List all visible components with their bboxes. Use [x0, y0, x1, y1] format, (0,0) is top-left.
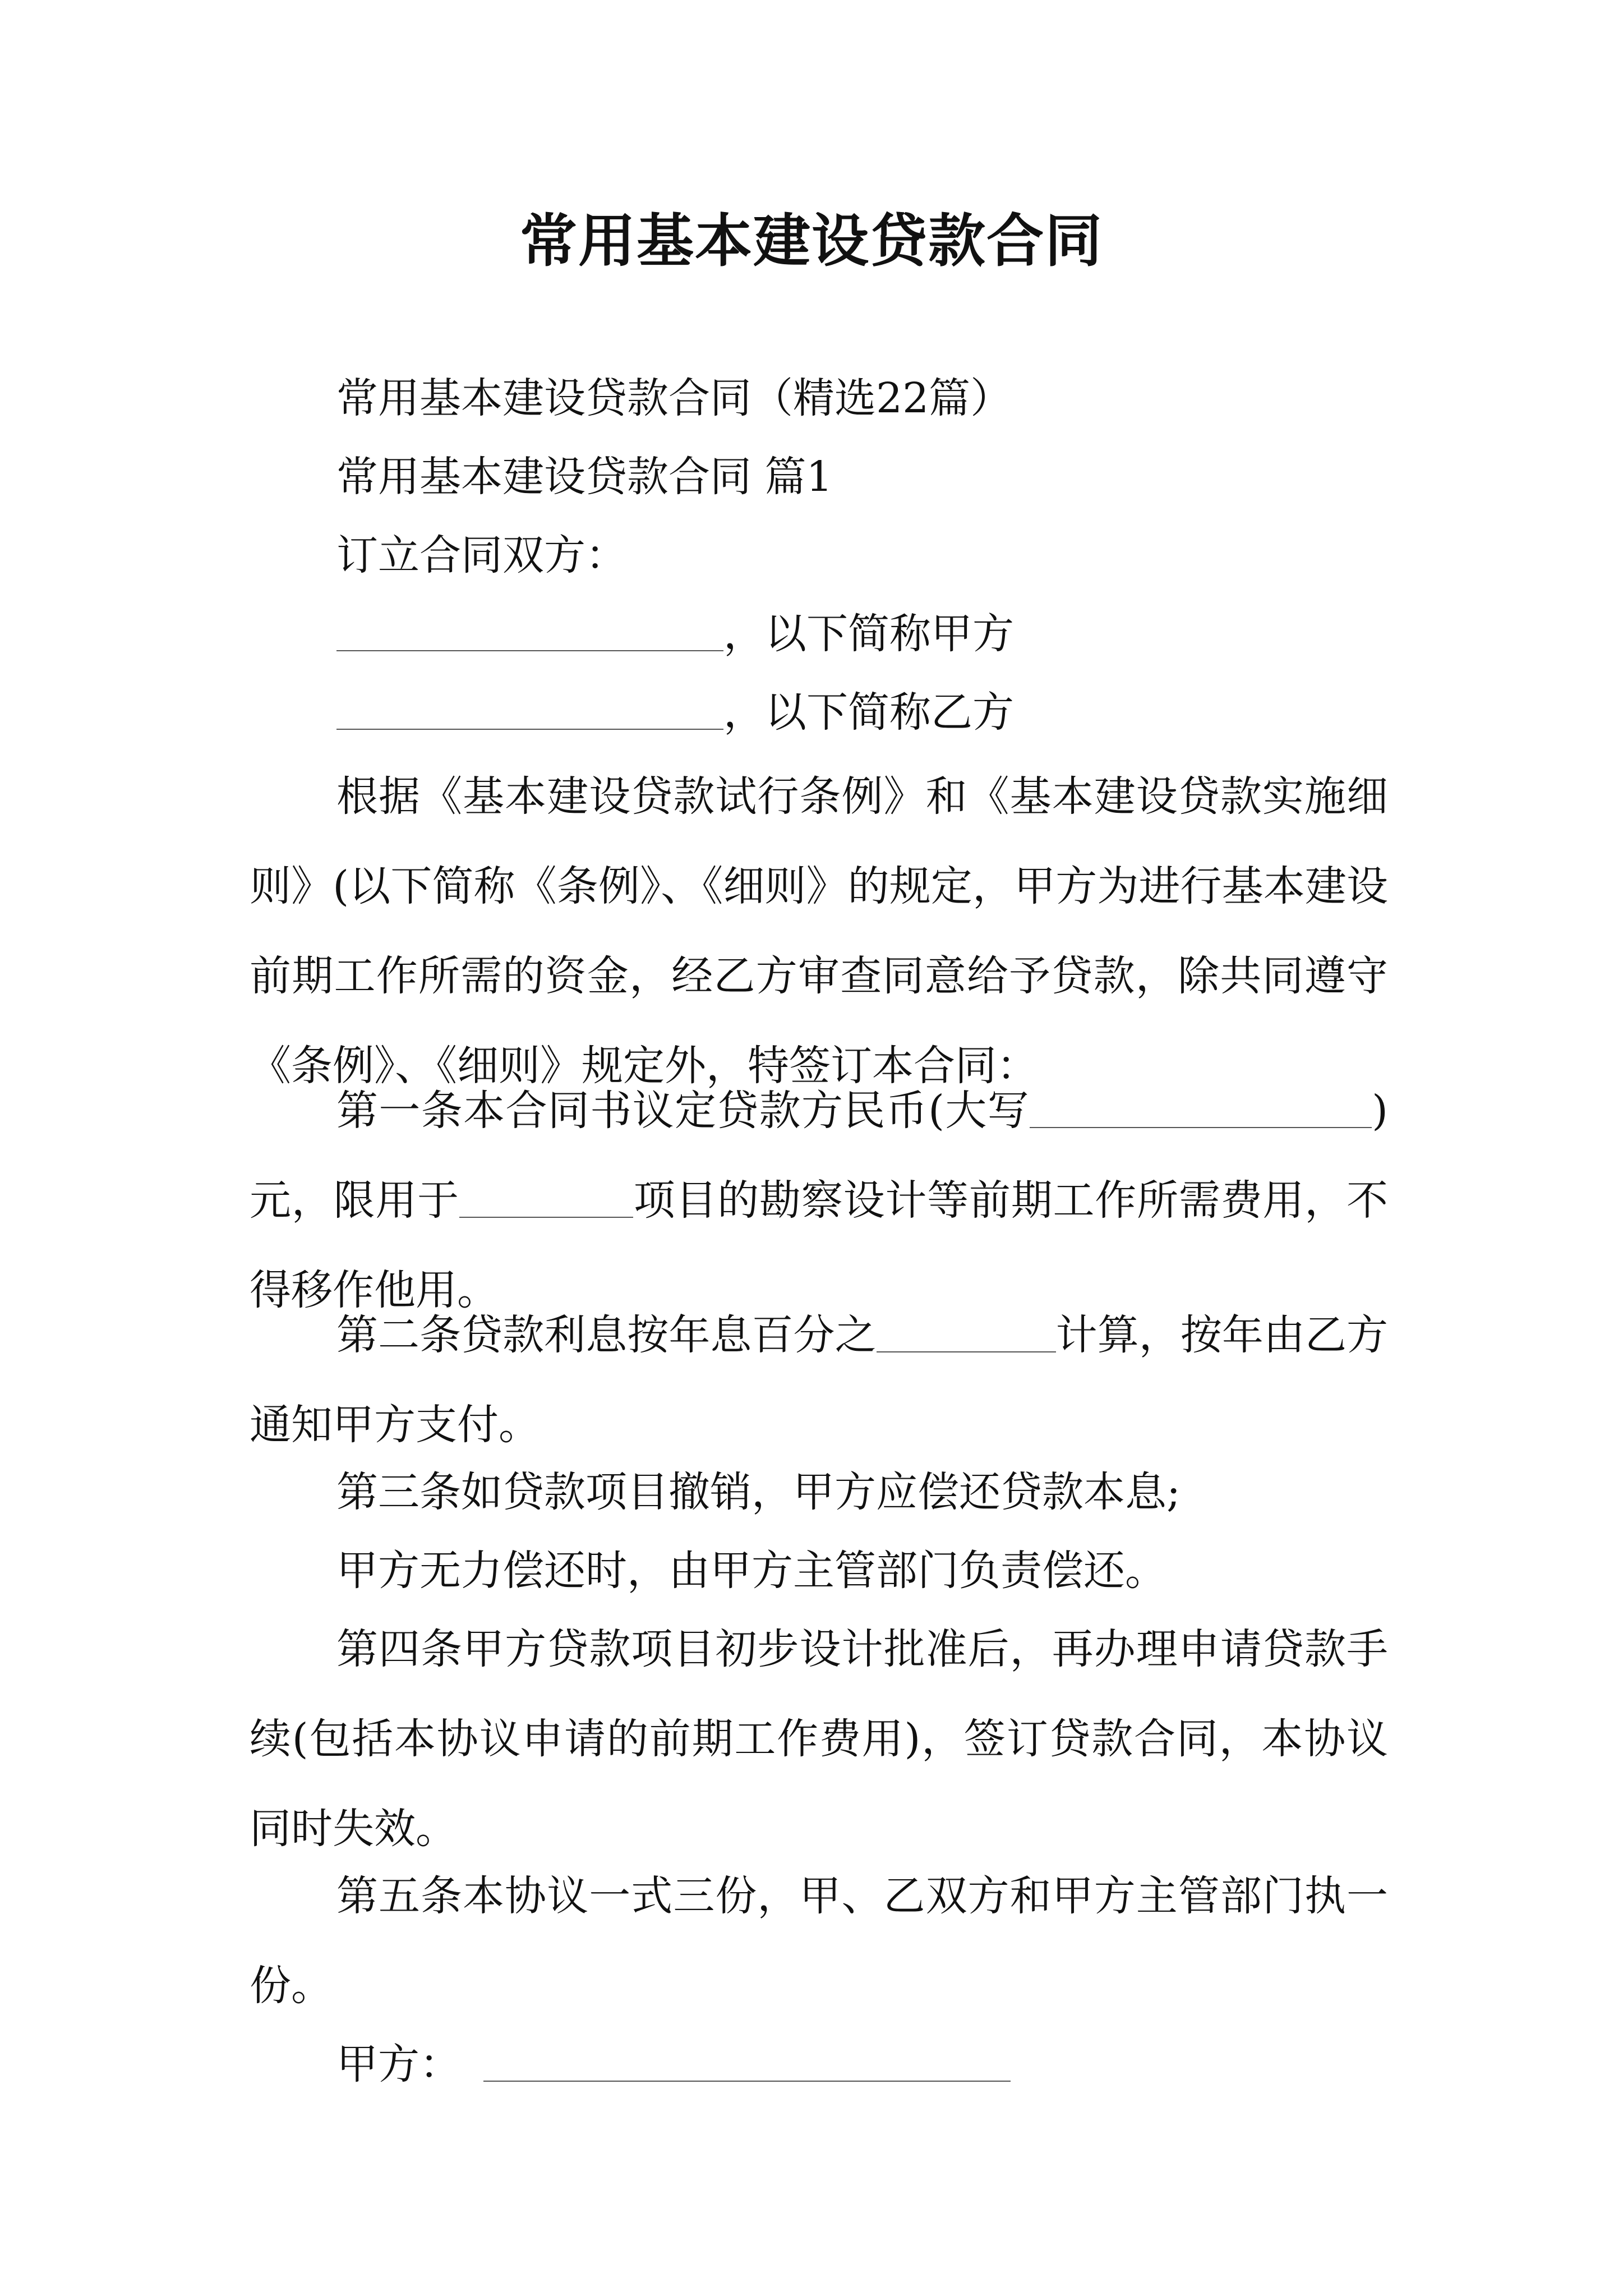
signature-party-a-blank[interactable] — [483, 2041, 1011, 2082]
party-b-suffix: ，以下简称乙方 — [723, 688, 1014, 737]
article-2-text-b: 计算，按年由乙方通知甲方支付。 — [250, 1311, 1389, 1449]
article-1-text-b: )元，限用于 — [250, 1087, 1388, 1225]
signature-party-a-label: 甲方： — [336, 2040, 461, 2088]
section-heading: 常用基本建设贷款合同 篇1 — [336, 453, 833, 501]
party-b-blank[interactable] — [336, 689, 723, 730]
parties-intro: 订立合同双方： — [336, 531, 627, 579]
party-a-line — [336, 606, 1014, 662]
signature-party-a-line — [336, 2036, 1011, 2092]
article-2-text-a: 第二条贷款利息按年息百分之 — [336, 1311, 877, 1359]
party-a-blank[interactable] — [336, 611, 723, 651]
interest-rate-blank[interactable] — [877, 1312, 1056, 1352]
article-2-paragraph — [250, 1290, 1388, 1470]
article-5-paragraph: 第五条本协议一式三份，甲、乙双方和甲方主管部门执一份。 — [250, 1872, 1388, 2010]
document-title: 常用基本建设贷款合同 — [520, 208, 1103, 275]
loan-amount-blank[interactable] — [1030, 1088, 1372, 1128]
document-subtitle: 常用基本建设贷款合同（精选22篇） — [336, 374, 1012, 422]
article-1-text-a: 第一条本合同书议定贷款方民币(大写 — [336, 1087, 1030, 1135]
preamble-paragraph: 根据《基本建设贷款试行条例》和《基本建设贷款实施细则》(以下简称《条例》、《细则》的规定，甲方为进行基本建设前期工作所需的资金，经乙方审查同意给予贷款，除共同遵守《条例》、《细则》规定外，特签订本合同： — [250, 772, 1388, 1090]
party-b-line — [336, 684, 1014, 740]
article-3-continuation: 甲方无力偿还时，由甲方主管部门负责偿还。 — [336, 1547, 1166, 1595]
article-4-paragraph: 第四条甲方贷款项目初步设计批准后，再办理申请贷款手续(包括本协议申请的前期工作费用)，签订贷款合同，本协议同时失效。 — [250, 1625, 1388, 1853]
article-1-text-c: 项目的勘察设计等前期工作所需费用，不得移作他用。 — [250, 1176, 1389, 1314]
project-name-blank[interactable] — [459, 1177, 633, 1218]
party-a-suffix: ，以下简称甲方 — [723, 610, 1014, 658]
article-3-paragraph: 第三条如贷款项目撤销，甲方应偿还贷款本息; — [336, 1468, 1181, 1516]
